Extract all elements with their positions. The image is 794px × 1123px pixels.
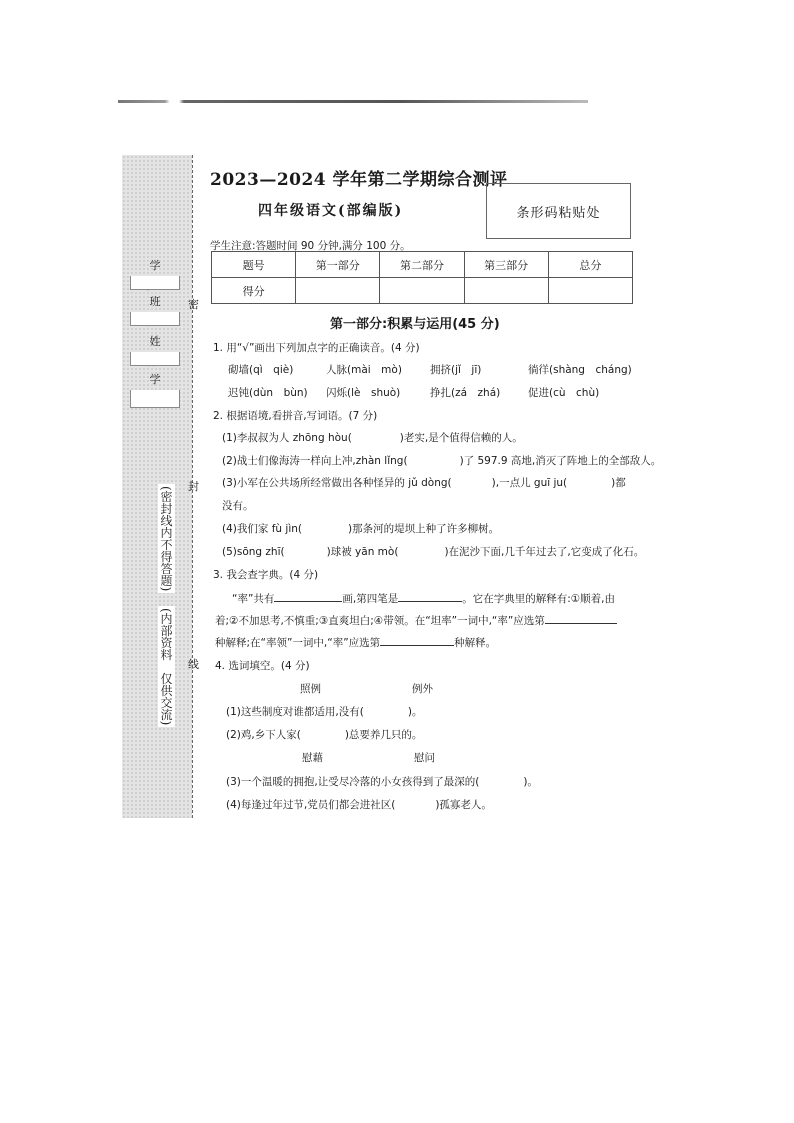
seal-char-feng: 封 — [188, 480, 199, 493]
q1-item[interactable]: 人脉(mài mò) — [326, 364, 402, 376]
q3-text: 着;②不加思考,不慎重;③直爽坦白;④带领。在“坦率”一词中,“率”应选第 — [215, 615, 545, 627]
q4-text: )总要养几只的。 — [344, 729, 423, 741]
q4-word-option: 例外 — [412, 683, 433, 695]
q4-text: )孤寡老人。 — [435, 799, 492, 811]
q2-s5-text: )在泥沙下面,几千年过去了,它变成了化石。 — [444, 546, 645, 558]
page-subtitle: 四年级语文(部编版) — [258, 203, 404, 219]
q4-word-option: 慰问 — [414, 752, 435, 764]
q4-text: )。 — [407, 706, 423, 718]
q1-item[interactable]: 促进(cù chù) — [528, 387, 600, 399]
score-header-cell: 第二部分 — [380, 252, 464, 278]
seal-char-xian: 线 — [188, 658, 199, 671]
q1-stem: 1. 用“√”画出下列加点字的正确读音。(4 分) — [213, 342, 420, 354]
q4-text: (2)鸡,乡下人家( — [226, 729, 301, 741]
q4-sentence-4 — [226, 797, 492, 812]
q3-text: “率”共有 — [232, 593, 275, 605]
q2-stem: 2. 根据语境,看拼音,写词语。(7 分) — [213, 410, 378, 422]
q1-item[interactable]: 迟钝(dùn bùn) — [228, 387, 308, 399]
q2-s4-text: )那条河的堤坝上种了许多柳树。 — [348, 523, 500, 535]
field-student-id[interactable] — [130, 390, 180, 408]
score-cell-part1[interactable] — [296, 278, 380, 304]
label-class: 班 — [130, 292, 180, 313]
score-row-label: 得分 — [212, 278, 296, 304]
binding-strip — [122, 155, 192, 818]
q4-text: (4)每逢过年过节,党员们都会进社区( — [226, 799, 396, 811]
q3-text: 画,第四笔是 — [342, 593, 399, 605]
q1-item[interactable]: 挣扎(zá zhá) — [430, 387, 501, 399]
score-table-score-row — [212, 278, 633, 304]
q1-item[interactable]: 砌墙(qì qiè) — [228, 364, 294, 376]
score-cell-total[interactable] — [548, 278, 632, 304]
score-header-cell: 总分 — [548, 252, 632, 278]
q3-stem: 3. 我会查字典。(4 分) — [213, 569, 319, 581]
score-header-cell: 第三部分 — [464, 252, 548, 278]
scan-edge-line — [118, 100, 588, 103]
q1-item[interactable]: 拥挤(jǐ jī) — [430, 364, 482, 376]
q2-s1-text: (1)李叔叔为人 zhōng hòu( — [222, 432, 352, 444]
q2-sentence-1 — [222, 430, 523, 445]
q3-text: 种解释;在“率领”一词中,“率”应选第 — [215, 637, 381, 649]
barcode-label: 条形码粘贴处 — [516, 205, 601, 221]
q2-s4-text: (4)我们家 fù jìn( — [222, 523, 302, 535]
q2-s5-text: )球被 yān mò( — [326, 546, 399, 558]
q2-s3-text: (3)小军在公共场所经常做出各种怪异的 jǔ dòng( — [222, 477, 452, 489]
q4-sentence-1 — [226, 704, 422, 719]
label-name: 姓 — [130, 332, 180, 353]
q2-s2-text: (2)战士们像海涛一样向上冲,zhàn lǐng( — [222, 455, 408, 467]
q1-item[interactable]: 闪烁(lè shuò) — [326, 387, 401, 399]
field-name[interactable] — [130, 352, 180, 366]
q4-word-option: 照例 — [300, 683, 321, 695]
score-header-cell: 题号 — [212, 252, 296, 278]
q4-word-option: 慰藉 — [302, 752, 323, 764]
page-title: 2023—2024 学年第二学期综合测评 — [210, 170, 508, 190]
internal-note: (内部资料 仅供交流) — [159, 608, 173, 726]
q3-line-2 — [215, 612, 617, 628]
q3-blank-shuailing[interactable] — [380, 634, 454, 646]
seal-note: (密封线内不得答题) — [159, 486, 173, 592]
label-student-id: 学 — [130, 370, 180, 391]
score-table — [211, 251, 633, 304]
q3-text: 种解释。 — [454, 637, 497, 649]
q2-s2-text: )了 597.9 高地,消灭了阵地上的全部敌人。 — [459, 455, 662, 467]
q2-s5-text: (5)sōng zhī( — [222, 546, 285, 558]
q2-sentence-3 — [222, 475, 626, 490]
score-table-header-row — [212, 252, 633, 278]
q2-sentence-2 — [222, 453, 661, 468]
q2-s3-continue: 没有。 — [222, 500, 254, 512]
q2-s3-text: ),一点儿 guī ju( — [491, 477, 568, 489]
part1-heading: 第一部分:积累与运用(45 分) — [330, 317, 500, 332]
q3-line-1 — [232, 590, 615, 606]
seal-char-mi: 密 — [188, 298, 199, 311]
score-cell-part2[interactable] — [380, 278, 464, 304]
field-class[interactable] — [130, 312, 180, 326]
q3-blank-tanlv[interactable] — [545, 612, 617, 624]
q2-sentence-4 — [222, 521, 499, 536]
q3-blank-fourth-stroke[interactable] — [398, 590, 462, 602]
q3-text: 。它在字典里的解释有:①顺着,由 — [462, 593, 616, 605]
q4-text: )。 — [523, 776, 538, 788]
q1-item[interactable]: 徜徉(shàng cháng) — [528, 364, 632, 376]
field-school[interactable] — [130, 276, 180, 290]
q3-blank-strokes[interactable] — [274, 590, 342, 602]
q4-text: (1)这些制度对谁都适用,没有( — [226, 706, 364, 718]
q3-line-3 — [215, 634, 496, 650]
q4-text: (3)一个温暖的拥抱,让受尽冷落的小女孩得到了最深的( — [226, 776, 480, 788]
q4-sentence-3 — [226, 774, 538, 789]
q4-sentence-2 — [226, 727, 422, 742]
q2-s1-text: )老实,是个值得信赖的人。 — [399, 432, 523, 444]
score-header-cell: 第一部分 — [296, 252, 380, 278]
label-school: 学 — [130, 256, 180, 277]
q4-stem: 4. 选词填空。(4 分) — [215, 660, 310, 672]
q2-sentence-5 — [222, 544, 644, 559]
student-notice: 学生注意:答题时间 90 分钟,满分 100 分。 — [210, 240, 411, 252]
q2-s3-text: )都 — [611, 477, 626, 489]
barcode-area — [486, 183, 631, 239]
score-cell-part3[interactable] — [464, 278, 548, 304]
